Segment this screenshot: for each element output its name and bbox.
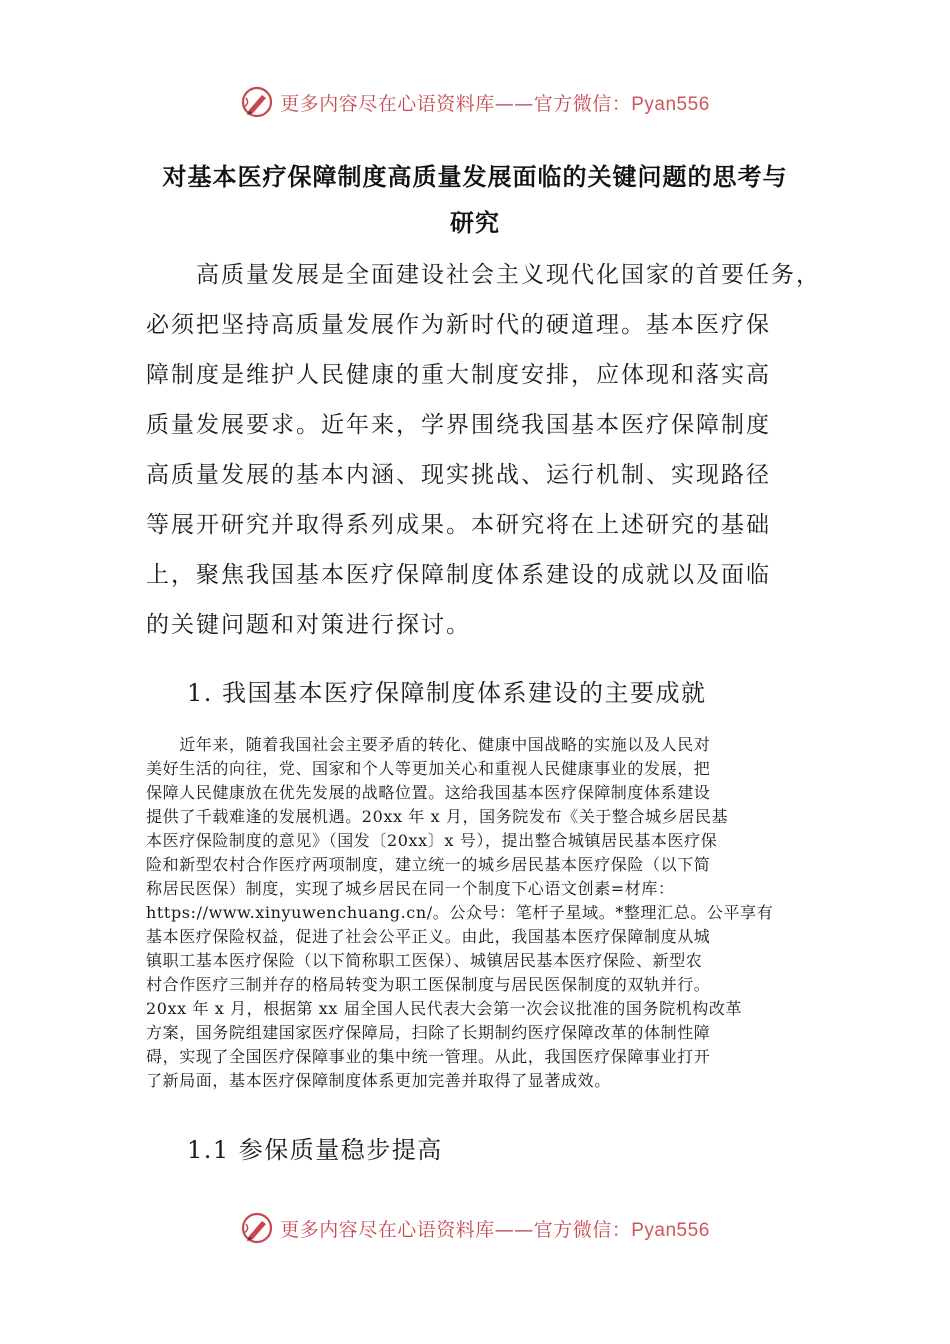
section-1-heading: 1. 我国基本医疗保障制度体系建设的主要成就 xyxy=(187,679,707,707)
section-1-line: https://www.xinyuwenchuang.cn/。公众号：笔杆子星域。*整理汇总。公平享有 xyxy=(146,903,774,922)
section-1-line: 近年来，随着我国社会主要矛盾的转化、健康中国战略的实施以及人民对 xyxy=(146,735,711,754)
section-1-line: 碍，实现了全国医疗保障事业的集中统一管理。从此，我国医疗保障事业打开 xyxy=(146,1047,711,1066)
intro-line: 上，聚焦我国基本医疗保障制度体系建设的成就以及面临 xyxy=(146,562,771,588)
banner-slogan: 更多内容尽在心语资料库 xyxy=(280,1218,495,1241)
section-1-line: 险和新型农村合作医疗两项制度，建立统一的城乡居民基本医疗保险（以下简 xyxy=(146,855,711,874)
section-1-line: 了新局面，基本医疗保障制度体系更加完善并取得了显著成效。 xyxy=(146,1071,611,1090)
intro-line: 的关键问题和对策进行探讨。 xyxy=(146,612,471,638)
header-banner-text xyxy=(280,89,710,116)
footer-banner xyxy=(0,1208,950,1248)
banner-wechat-id: Pyan556 xyxy=(631,1219,710,1241)
section-1-line: 方案，国务院组建国家医疗保障局，扫除了长期制约医疗保障改革的体制性障 xyxy=(146,1023,711,1042)
intro-line: 必须把坚持高质量发展作为新时代的硬道理。基本医疗保 xyxy=(146,312,771,338)
document-title-line-1: 对基本医疗保障制度高质量发展面临的关键问题的思考与 xyxy=(162,163,788,191)
footer-banner-text xyxy=(280,1215,710,1242)
section-1-line: 20xx 年 x 月，根据第 xx 届全国人民代表大会第一次会议批准的国务院机构改革 xyxy=(146,999,743,1018)
section-1-line: 镇职工基本医疗保险（以下简称职工医保）、城镇居民基本医疗保险、新型农 xyxy=(146,951,703,970)
banner-slogan: 更多内容尽在心语资料库 xyxy=(280,92,495,115)
banner-contact-label: 官方微信： xyxy=(533,1218,632,1241)
intro-line: 高质量发展的基本内涵、现实挑战、运行机制、实现路径 xyxy=(146,462,771,488)
document-title-line-2: 研究 xyxy=(450,209,500,237)
section-1-line: 村合作医疗三制并存的格局转变为职工医保制度与居民医保制度的双轨并行。 xyxy=(146,975,711,994)
banner-wechat-id: Pyan556 xyxy=(631,93,710,115)
intro-line: 高质量发展是全面建设社会主义现代化国家的首要任务， xyxy=(146,262,821,288)
pen-logo-icon xyxy=(240,1211,274,1245)
banner-separator: —— xyxy=(494,92,534,115)
pen-logo-icon xyxy=(240,85,274,119)
section-1-line: 提供了千载难逢的发展机遇。20xx 年 x 月，国务院发布《关于整合城乡居民基 xyxy=(146,807,729,826)
subsection-1-1-heading: 1.1 参保质量稳步提高 xyxy=(187,1136,443,1164)
intro-line: 障制度是维护人民健康的重大制度安排，应体现和落实高 xyxy=(146,362,771,388)
banner-separator: —— xyxy=(494,1218,534,1241)
header-banner xyxy=(0,82,950,122)
intro-line: 质量发展要求。近年来，学界围绕我国基本医疗保障制度 xyxy=(146,412,771,438)
banner-contact-label: 官方微信： xyxy=(533,92,632,115)
section-1-line: 称居民医保）制度，实现了城乡居民在同一个制度下心语文创素=材库： xyxy=(146,879,675,898)
section-1-line: 美好生活的向往，党、国家和个人等更加关心和重视人民健康事业的发展，把 xyxy=(146,759,711,778)
section-1-line: 保障人民健康放在优先发展的战略位置。这给我国基本医疗保障制度体系建设 xyxy=(146,783,711,802)
intro-line: 等展开研究并取得系列成果。本研究将在上述研究的基础 xyxy=(146,512,771,538)
section-1-line: 本医疗保险制度的意见》（国发〔20xx〕x 号），提出整合城镇居民基本医疗保 xyxy=(146,831,718,850)
section-1-line: 基本医疗保险权益，促进了社会公平正义。由此，我国基本医疗保障制度从城 xyxy=(146,927,711,946)
